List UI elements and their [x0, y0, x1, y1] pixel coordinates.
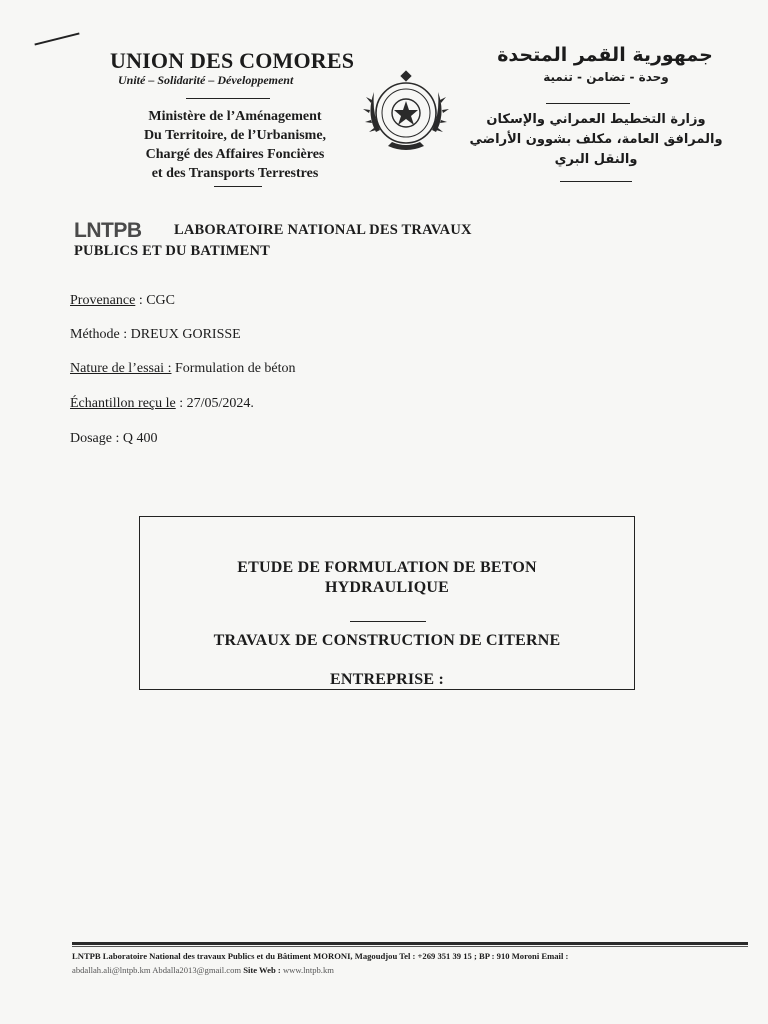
- study-title-line-2: HYDRAULIQUE: [325, 579, 449, 596]
- footer-address: LNTPB Laboratoire National des travaux Publics et du Bâtiment MORONI, Magoudjou Tel : +269 351 39 15 ; BP : 910 Moroni Email :: [72, 951, 569, 961]
- footer-site-label: Site Web :: [243, 965, 281, 975]
- nature-value: Formulation de béton: [171, 361, 296, 376]
- ministry-line: et des Transports Terrestres: [151, 166, 319, 181]
- footer-site: www.lntpb.km: [282, 965, 334, 975]
- divider: [214, 186, 262, 187]
- footer-contacts: [72, 965, 334, 975]
- info-dosage: Dosage : Q 400: [70, 431, 158, 446]
- ministry-line-ar: وزارة التخطيط العمراني والإسكان: [486, 112, 706, 127]
- ministry-line: Chargé des Affaires Foncières: [145, 147, 325, 162]
- ministry-line: Du Territoire, de l’Urbanisme,: [143, 128, 327, 143]
- info-nature: [70, 361, 296, 377]
- study-title-box: [139, 516, 635, 690]
- motto-ar: وحدة - تضامن - تنمية: [543, 70, 669, 84]
- pen-mark: [34, 32, 79, 45]
- echantillon-label: Échantillon reçu le: [70, 396, 176, 411]
- info-methode: Méthode : DREUX GORISSE: [70, 327, 241, 342]
- ministry-line-ar: والمرافق العامة، مكلف بشوون الأراضي: [469, 132, 723, 147]
- ministry-name-ar: [468, 110, 724, 170]
- ministry-line: Ministère de l’Aménagement: [148, 109, 322, 124]
- ministry-name-fr: [120, 107, 350, 183]
- provenance-label: Provenance: [70, 293, 136, 308]
- country-name-ar: جمهورية القمر المتحدة: [497, 44, 713, 66]
- lab-name: LABORATOIRE NATIONAL DES TRAVAUX: [174, 222, 472, 238]
- motto-fr: Unité – Solidarité – Développement: [118, 73, 294, 87]
- project-subtitle: TRAVAUX DE CONSTRUCTION DE CITERNE: [213, 632, 561, 649]
- lab-logo: [74, 218, 168, 240]
- lab-name-continued: PUBLICS ET DU BATIMENT: [74, 243, 271, 259]
- country-name-fr: UNION DES COMORES: [110, 48, 355, 73]
- footer-rule: [72, 942, 748, 945]
- divider: [186, 98, 270, 99]
- echantillon-value: : 27/05/2024.: [175, 396, 254, 411]
- nature-label: Nature de l’essai :: [70, 361, 172, 376]
- national-emblem-seal: [358, 70, 454, 156]
- info-echantillon: [70, 396, 254, 412]
- info-provenance: [70, 293, 175, 309]
- footer-emails: abdallah.ali@lntpb.km Abdalla2013@gmail.com: [72, 965, 242, 975]
- divider: [560, 181, 632, 182]
- ministry-line-ar: والنقل البري: [554, 152, 638, 167]
- lab-logo-text: LNTPB: [74, 219, 142, 240]
- footer-rule: [72, 946, 748, 947]
- study-title-line-1: ETUDE DE FORMULATION DE BETON: [237, 559, 537, 576]
- divider: [546, 103, 630, 104]
- entreprise-label: ENTREPRISE :: [330, 671, 444, 688]
- provenance-value: : CGC: [135, 293, 175, 308]
- divider: [350, 621, 426, 622]
